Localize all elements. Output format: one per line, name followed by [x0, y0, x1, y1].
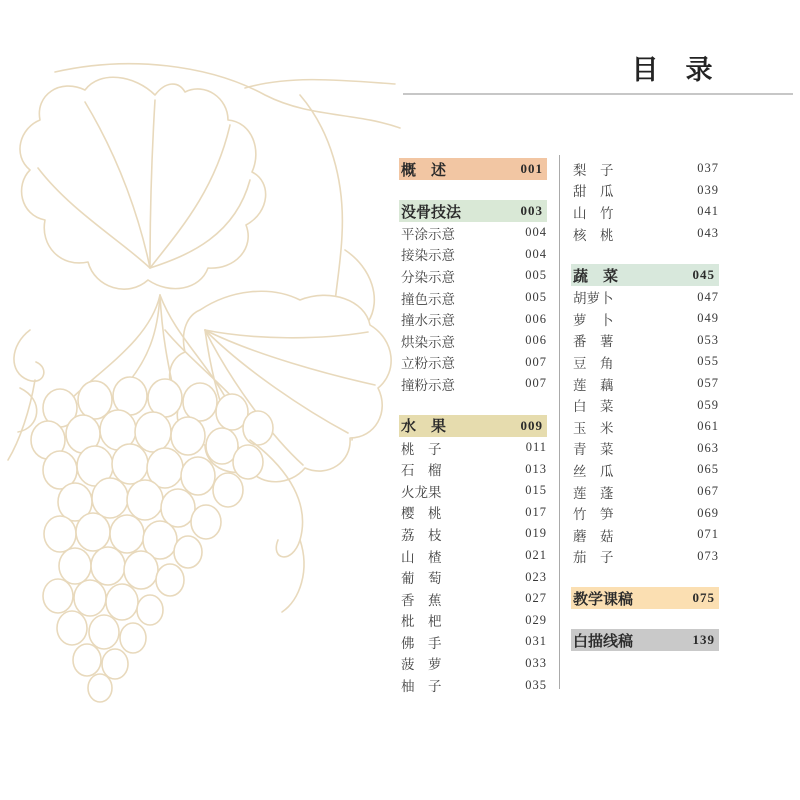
toc-section-row [399, 158, 547, 180]
toc-section-label: 没骨技法 [401, 204, 462, 221]
toc-page-number: 007 [525, 376, 547, 391]
toc-entry-row [399, 480, 547, 502]
toc-page-number: 037 [697, 161, 719, 176]
toc-section-row [399, 415, 547, 437]
toc-entry-label: 石 榴 [401, 463, 442, 479]
toc-entry-label: 竹 笋 [573, 507, 614, 523]
toc-entry-row [399, 523, 547, 545]
toc-entry-label: 菠 萝 [401, 657, 442, 673]
toc-entry-row [571, 286, 719, 308]
toc-entry-row [571, 373, 719, 395]
toc-entry-label: 柚 子 [401, 679, 442, 695]
toc-entry-label: 火龙果 [401, 484, 442, 500]
toc-entry-label: 葡 萄 [401, 571, 442, 587]
toc-page-number: 067 [697, 484, 719, 499]
toc-section-label: 蔬 菜 [573, 268, 619, 285]
toc-page-number: 073 [697, 548, 719, 563]
toc-page-number: 029 [525, 612, 547, 627]
toc-entry-row [399, 330, 547, 352]
toc-page-number: 005 [525, 290, 547, 305]
toc-entry-row [399, 674, 547, 696]
toc-entry-row [399, 287, 547, 309]
toc-page-number: 031 [525, 634, 547, 649]
toc-page-number: 007 [525, 354, 547, 369]
toc-entry-row [399, 631, 547, 653]
toc-page-number: 011 [525, 440, 547, 455]
toc-entry-label: 白 菜 [573, 399, 614, 415]
toc-page-number: 006 [525, 311, 547, 326]
toc-entry-row [399, 373, 547, 395]
toc-page-number: 005 [525, 268, 547, 283]
toc-entry-label: 莲 藕 [573, 377, 614, 393]
toc-page-number: 045 [692, 267, 715, 283]
toc-page-number: 009 [520, 417, 543, 433]
toc-page-number: 055 [697, 354, 719, 369]
toc-entry-row [571, 394, 719, 416]
toc-page-number: 004 [525, 246, 547, 261]
toc-section-label: 水 果 [401, 419, 447, 436]
toc-page-number: 027 [525, 591, 547, 606]
toc-entry-label: 撞粉示意 [401, 377, 455, 393]
toc-entry-label: 山 竹 [573, 205, 614, 221]
toc-entry-label: 胡萝卜 [573, 291, 614, 307]
toc-page-number: 069 [697, 505, 719, 520]
toc-entry-label: 立粉示意 [401, 356, 455, 372]
toc-page-number: 049 [697, 311, 719, 326]
toc-column-left [399, 158, 547, 696]
toc-entry-label: 梨 子 [573, 162, 614, 178]
toc-entry-row [571, 158, 719, 180]
toc-entry-label: 山 楂 [401, 549, 442, 565]
toc-entry-label: 樱 桃 [401, 506, 442, 522]
toc-entry-row [399, 265, 547, 287]
toc-page-number: 006 [525, 333, 547, 348]
toc-entry-row [399, 566, 547, 588]
toc-section-row [571, 587, 719, 609]
toc-entry-label: 香 蕉 [401, 592, 442, 608]
toc-entry-row [571, 201, 719, 223]
toc-entry-row [399, 222, 547, 244]
toc-entry-row [399, 502, 547, 524]
toc-section-label: 教学课稿 [573, 591, 634, 608]
toc-page-number: 075 [692, 590, 715, 606]
toc-page-number: 057 [697, 376, 719, 391]
toc-entry-row [571, 416, 719, 438]
toc-page-number: 053 [697, 332, 719, 347]
toc-section-label: 概 述 [401, 162, 447, 179]
grape-vine-illustration [0, 40, 430, 750]
toc-entry-label: 撞色示意 [401, 291, 455, 307]
toc-section-row [571, 264, 719, 286]
toc-entry-label: 丝 瓜 [573, 463, 614, 479]
toc-entry-label: 桃 子 [401, 441, 442, 457]
toc-section-row [571, 629, 719, 651]
toc-entry-label: 接染示意 [401, 248, 455, 264]
toc-entry-row [399, 437, 547, 459]
toc-page-number: 139 [692, 632, 715, 648]
toc-entry-row [571, 524, 719, 546]
toc-page-number: 019 [525, 526, 547, 541]
toc-page-number: 039 [697, 182, 719, 197]
toc-page-number: 033 [525, 655, 547, 670]
toc-entry-label: 佛 手 [401, 635, 442, 651]
toc-page-number: 071 [697, 527, 719, 542]
toc-entry-label: 荔 枝 [401, 527, 442, 543]
toc-section-label: 白描线稿 [573, 633, 634, 650]
toc-page-number: 021 [525, 548, 547, 563]
toc-entry-label: 枇 杷 [401, 614, 442, 630]
column-divider [559, 155, 560, 689]
toc-entry-row [571, 481, 719, 503]
toc-entry-row [399, 545, 547, 567]
toc-entry-label: 分染示意 [401, 269, 455, 285]
toc-entry-row [571, 351, 719, 373]
toc-page-number: 061 [697, 419, 719, 434]
toc-page-number: 001 [520, 161, 543, 176]
page-title: 目 录 [631, 55, 713, 85]
toc-page-number: 017 [525, 504, 547, 519]
toc-entry-row [571, 330, 719, 352]
toc-page-number: 047 [697, 289, 719, 304]
toc-section-row [399, 200, 547, 222]
toc-entry-row [399, 308, 547, 330]
toc-page-number: 043 [697, 226, 719, 241]
toc-page-number: 004 [525, 225, 547, 240]
toc-page-number: 003 [520, 203, 543, 218]
toc-entry-label: 蘑 菇 [573, 528, 614, 544]
toc-entry-label: 萝 卜 [573, 312, 614, 328]
toc-entry-row [571, 546, 719, 568]
toc-entry-row [571, 308, 719, 330]
toc-entry-row [571, 223, 719, 245]
toc-entry-label: 甜 瓜 [573, 184, 614, 200]
toc-entry-row [399, 352, 547, 374]
toc-entry-row [571, 459, 719, 481]
toc-entry-label: 撞水示意 [401, 313, 455, 329]
toc-entry-label: 莲 蓬 [573, 485, 614, 501]
toc-entry-label: 豆 角 [573, 355, 614, 371]
toc-page-number: 065 [697, 462, 719, 477]
toc-entry-row [399, 588, 547, 610]
toc-entry-label: 茄 子 [573, 550, 614, 566]
toc-page-number: 041 [697, 204, 719, 219]
toc-page-number: 063 [697, 440, 719, 455]
toc-entry-row [399, 458, 547, 480]
toc-entry-row [571, 438, 719, 460]
toc-entry-label: 番 薯 [573, 334, 614, 350]
toc-entry-row [399, 244, 547, 266]
toc-entry-label: 青 菜 [573, 442, 614, 458]
toc-page-number: 013 [525, 461, 547, 476]
toc-entry-row [399, 610, 547, 632]
toc-page-number: 059 [697, 397, 719, 412]
toc-entry-label: 烘染示意 [401, 334, 455, 350]
toc-entry-row [571, 502, 719, 524]
toc-page-number: 015 [525, 483, 547, 498]
title-rule [403, 93, 793, 95]
toc-entry-row [399, 653, 547, 675]
toc-column-right [571, 158, 719, 651]
toc-entry-label: 核 桃 [573, 227, 614, 243]
toc-page-number: 035 [525, 677, 547, 692]
toc-page-number: 023 [525, 569, 547, 584]
toc-entry-row [571, 180, 719, 202]
toc-entry-label: 平涂示意 [401, 226, 455, 242]
toc-entry-label: 玉 米 [573, 420, 614, 436]
